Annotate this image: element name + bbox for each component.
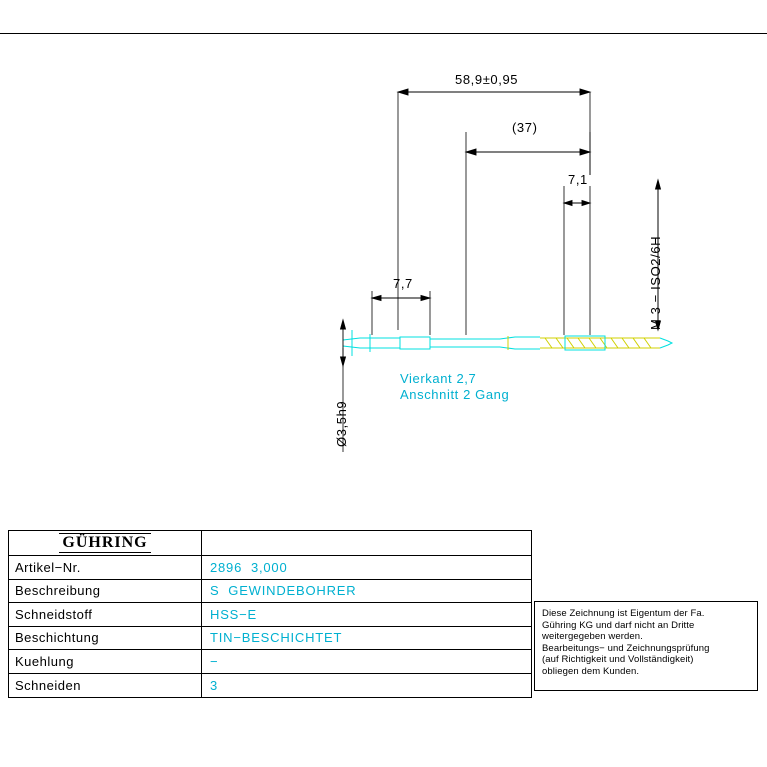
title-block-logo-row [9,531,531,556]
row-label-beschreibung: Beschreibung [9,580,202,603]
legal-note-line-4: Bearbeitungs− und Zeichnungsprüfung [542,642,710,654]
legal-note-line-5: (auf Richtigkeit und Vollständigkeit) [542,654,694,666]
note-vierkant: Vierkant 2,7 [400,371,477,386]
dim-shank-diameter: Ø3,5h9 [334,400,349,447]
legal-note-line-3: weitergegeben werden. [542,631,643,643]
legal-note-box [534,601,758,691]
row-value-beschichtung: TIN−BESCHICHTET [210,630,343,646]
legal-note-line-1: Diese Zeichnung ist Eigentum der Fa. [542,608,705,619]
row-value-schneidstoff: HSS−E [210,606,257,622]
row-value-beschreibung: S GEWINDEBOHRER [210,583,357,599]
row-label-schneiden: Schneiden [9,674,202,698]
logo-cell [9,531,202,555]
legal-note-line-6: obliegen dem Kunden. [542,665,640,677]
title-block [8,530,532,698]
table-row-schneiden [9,674,531,698]
dim-overall-length: 58,9±0,95 [455,72,519,87]
legal-note-line-2: Gühring KG und darf nicht an Dritte [542,619,695,631]
dim-thread-length: 7,1 [568,172,588,187]
row-label-beschichtung: Beschichtung [9,627,202,650]
row-label-artikel-nr: Artikel−Nr. [9,556,202,579]
table-row-kuehlung [9,650,531,674]
dim-thread-spec: M 3 − ISO2/6H [648,235,663,330]
table-row-schneidstoff [9,603,531,627]
dim-square-length: 7,7 [393,276,413,291]
row-value-schneiden: 3 [210,677,219,693]
row-label-schneidstoff: Schneidstoff [9,603,202,626]
table-row-beschreibung [9,580,531,604]
row-label-kuehlung: Kuehlung [9,650,202,673]
table-row-beschichtung [9,627,531,651]
note-anschnitt: Anschnitt 2 Gang [400,387,510,402]
guehring-logo: GÜHRING [62,534,148,551]
dimension-lines [341,89,661,366]
row-value-kuehlung: − [210,653,219,669]
table-row-artikel-nr [9,556,531,580]
dim-reference-length: (37) [512,120,538,135]
logo-row-blank [202,531,531,555]
row-value-artikel-nr: 2896 3,000 [210,559,288,575]
tool-geometry [343,330,672,356]
